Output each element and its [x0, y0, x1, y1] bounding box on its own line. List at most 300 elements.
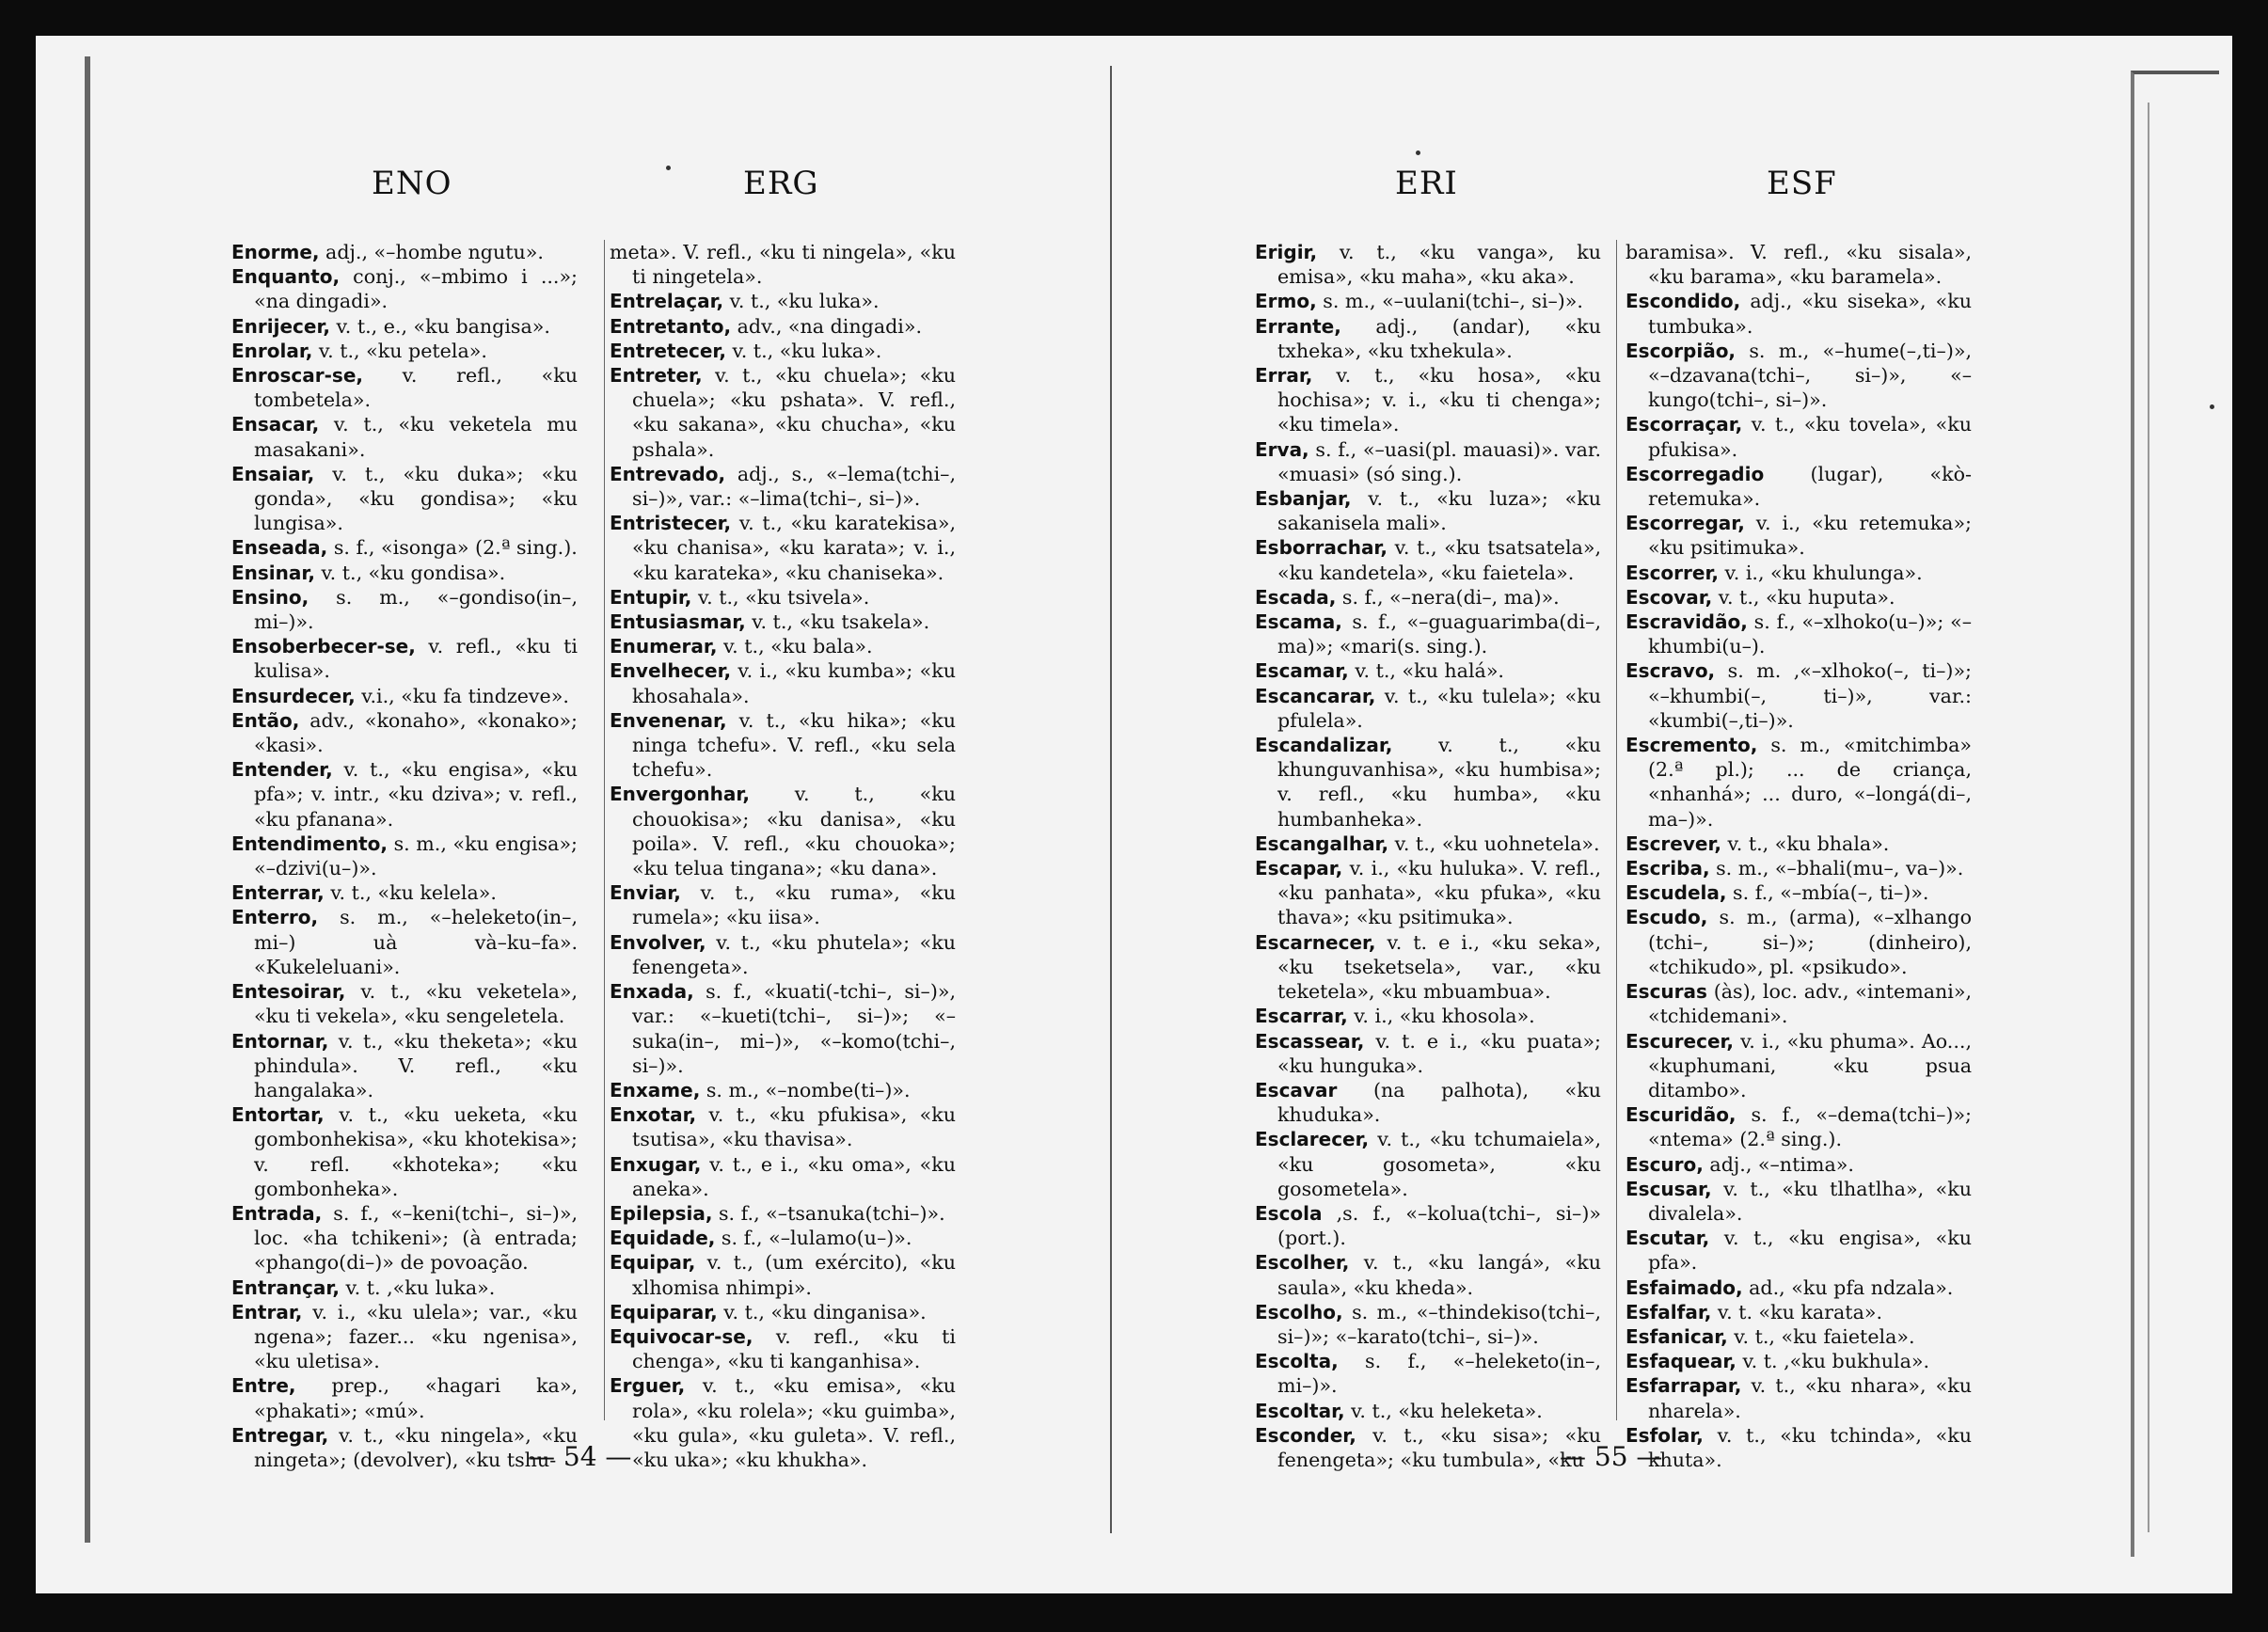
dictionary-entry [610, 462, 956, 511]
definition: v. refl., «ku tombetela». [254, 364, 578, 412]
headword: Equiparar, [610, 1300, 718, 1323]
right-page-edge [2131, 71, 2219, 1557]
definition: v. t., e., «ku bangisa». [329, 314, 550, 338]
scan-speck [2210, 404, 2214, 409]
dictionary-entry [1255, 856, 1601, 930]
dictionary-entry [1626, 1226, 1972, 1275]
definition: conj., «–mbimo i ...»; «na dingadi». [254, 265, 578, 313]
dictionary-entry [1626, 1152, 1972, 1177]
scan-speck [1416, 151, 1420, 155]
dictionary-entry [1626, 733, 1972, 832]
definition: v. t., «ku tsakela». [745, 610, 930, 634]
dictionary-entry [1626, 856, 1972, 880]
headword: Escurecer, [1626, 1029, 1735, 1053]
definition: v. t., «ku veketela», «ku ti vekela», «ku sengeletela. [254, 980, 578, 1028]
headword: Entristecer, [610, 512, 732, 535]
headword: Entender, [231, 758, 333, 782]
dictionary-entry [231, 1373, 578, 1422]
definition: v. i., «ku phuma». Ao..., «kuphumani, «ku psua ditambo». [1648, 1029, 1972, 1101]
headword: Entrançar, [231, 1275, 340, 1299]
definition: v. refl., «ku ti chenga», «ku ti kanganhisa». [632, 1324, 956, 1373]
dictionary-entry [610, 880, 956, 929]
dictionary-entry [1255, 610, 1601, 658]
headword: Escuras [1626, 980, 1707, 1004]
definition: s. f., «–keni(tchi–, si–)», loc. «ha tchikeni»; (à entrada; «phango(di–)» de povoação. [254, 1201, 578, 1275]
dictionary-entry [610, 1324, 956, 1373]
definition: s. f., «–tsanuka(tchi–)». [712, 1201, 945, 1225]
dictionary-entry [231, 462, 578, 536]
headword: Escorregadio [1626, 462, 1765, 485]
definition: s. f., «–lulamo(u–)». [715, 1227, 912, 1250]
headword: Escravo, [1626, 659, 1716, 683]
headword: Entrelaçar, [610, 290, 724, 313]
definition: v. t., «ku halá». [1348, 659, 1504, 683]
headword: Entupir, [610, 585, 692, 609]
dictionary-entry [1626, 979, 1972, 1028]
headword: Esfolar, [1626, 1423, 1704, 1447]
definition: s. f., «kuati(-tchi–, si–)», var.: «–kueti(tchi–, si–)»; «–suka(in–, mi–)», «–komo(tchi–, si–)». [632, 980, 956, 1077]
definition: v. t., «ku sisa»; «ku fenengeta»; «ku tumbula», «ku [1277, 1423, 1601, 1471]
definition: ,s. f., «–kolua(tchi–, si–)» (port.). [1277, 1201, 1601, 1250]
definition: ad., «ku pfa ndzala». [1742, 1275, 1954, 1299]
definition: v. t., «ku emisa», «ku rola», «ku rolela»; «ku guimba», «ku gula», «ku guleta». V. refl., «ku uka»; «ku khukha». [632, 1374, 956, 1471]
headword: Escolho, [1255, 1300, 1343, 1323]
definition: v. t., «ku nhara», «ku nharela». [1648, 1374, 1972, 1422]
left-page-header-left: ENO [372, 165, 452, 202]
column-divider [1616, 240, 1617, 1420]
dictionary-entry [610, 339, 956, 363]
left-page-header-right: ERG [743, 165, 819, 202]
headword: Esconder, [1255, 1423, 1356, 1447]
definition: v. t., «ku tsivela». [691, 585, 870, 609]
definition: v. t., «ku veketela mu masakani». [254, 413, 578, 461]
headword: Enumerar, [610, 635, 718, 658]
definition: s. f., «–xlhoko(u–)»; «–khumbi(u–). [1648, 610, 1972, 658]
dictionary-entry [610, 1102, 956, 1151]
dictionary-entry [1626, 339, 1972, 413]
page-55-column-1 [1255, 240, 1601, 1472]
dictionary-entry [1626, 561, 1972, 585]
dictionary-entry [610, 585, 956, 610]
definition: s. m., «–thindekiso(tchi–, si–)»; «–karato(tchi–, si–)». [1277, 1300, 1601, 1348]
definition: s. f., «isonga» (2.ª sing.). [327, 536, 578, 560]
headword: Erigir, [1255, 241, 1318, 263]
dictionary-entry [610, 511, 956, 585]
dictionary-entry [1626, 585, 1972, 610]
dictionary-entry [610, 1300, 956, 1324]
headword: Enxame, [610, 1078, 701, 1101]
headword: Envelhecer, [610, 659, 732, 683]
dictionary-entry [231, 708, 578, 757]
definition: s. m., «–nombe(ti–)». [700, 1078, 911, 1101]
headword: Escoltar, [1255, 1399, 1345, 1422]
dictionary-entry [231, 339, 578, 363]
definition: v. t., «ku chuela»; «ku chuela»; «ku pshata». V. refl., «ku sakana», «ku chucha», «ku pshala». [632, 364, 956, 461]
headword: Errar, [1255, 364, 1313, 388]
dictionary-entry [231, 757, 578, 832]
headword: Enquanto, [231, 265, 341, 289]
dictionary-entry [231, 880, 578, 905]
definition: s. m., «–uulani(tchi–, si–)». [1316, 290, 1583, 313]
definition: v.i., «ku fa tindzeve». [355, 684, 569, 707]
dictionary-entry [1626, 462, 1972, 511]
headword: Escama, [1255, 610, 1342, 634]
headword: Equivocar-se, [610, 1324, 753, 1348]
headword: Escravidão, [1626, 610, 1748, 634]
dictionary-entry [231, 905, 578, 979]
headword: Esfanicar, [1626, 1324, 1728, 1348]
headword: Entornar, [231, 1029, 329, 1053]
dictionary-entry [610, 1373, 956, 1472]
dictionary-entry [610, 289, 956, 313]
definition: v. t., «ku engisa», «ku pfa». [1648, 1227, 1972, 1275]
dictionary-entry [610, 1201, 956, 1226]
definition: v. t., «ku heleketa». [1344, 1399, 1543, 1422]
right-page-header-left: ERI [1395, 165, 1458, 202]
dictionary-entry [1255, 1399, 1601, 1423]
headword: Entrar, [231, 1300, 303, 1323]
definition: v. t., «ku uohnetela». [1388, 832, 1600, 855]
headword: Entendimento, [231, 832, 388, 855]
definition: meta». V. refl., «ku ti ningela», «ku ti ningetela». [610, 241, 956, 289]
headword: Ensino, [231, 585, 309, 609]
definition: v. t., «ku tlhatlha», «ku divalela». [1648, 1177, 1972, 1225]
headword: Esclarecer, [1255, 1128, 1370, 1151]
headword: Ensaiar, [231, 462, 315, 485]
definition: v. t., «ku luka». [725, 339, 882, 362]
definition: v. t., «ku petela». [312, 339, 487, 362]
headword: Enterro, [231, 906, 319, 929]
headword: Escorraçar, [1626, 413, 1743, 436]
headword: Escrever, [1626, 832, 1721, 855]
dictionary-entry [1255, 930, 1601, 1005]
headword: Escorrer, [1626, 561, 1719, 584]
definition: v. i., «ku khulunga». [1718, 561, 1923, 584]
headword: Erva, [1255, 437, 1309, 461]
right-page-header-right: ESF [1767, 165, 1837, 202]
headword: Ensacar, [231, 413, 320, 436]
headword: Esfalfar, [1626, 1300, 1712, 1323]
dictionary-entry [1255, 437, 1601, 486]
headword: Errante, [1255, 314, 1341, 338]
headword: Entortar, [231, 1103, 325, 1127]
definition: v. t., «ku vanga», ku emisa», «ku maha», «ku aka». [1277, 241, 1601, 289]
dictionary-entry [1626, 1029, 1972, 1103]
left-page-edge [85, 56, 90, 1543]
definition: v. i., «ku khosola». [1347, 1005, 1535, 1028]
dictionary-entry [610, 1152, 956, 1201]
definition: v. t., (um exército), «ku xlhomisa nhimpi». [632, 1251, 956, 1299]
headword: Escorregar, [1626, 512, 1745, 535]
definition: v. t. ,«ku luka». [339, 1275, 496, 1299]
dictionary-entry [610, 1226, 956, 1250]
dictionary-entry [231, 240, 578, 264]
definition: s. m., «–hume(–,ti–)», «–dzavana(tchi–, si–)», «–kungo(tchi–, si–)». [1648, 339, 1972, 412]
definition: v. t., «ku ueketa, «ku gombonhekisa», «ku khotekisa»; v. refl. «khoteka»; «ku gombonheka». [254, 1103, 578, 1200]
headword: Esfarrapar, [1626, 1374, 1742, 1398]
dictionary-entry [1255, 363, 1601, 437]
dictionary-entry [1255, 684, 1601, 733]
definition: v. t., «ku duka»; «ku gonda», «ku gondisa»; «ku lungisa». [254, 462, 578, 535]
page-number-54: — 54 — [529, 1441, 632, 1472]
dictionary-entry [610, 658, 956, 707]
definition: (às), loc. adv., «intemani», «tchidemani». [1648, 980, 1972, 1028]
headword: Entreter, [610, 364, 703, 388]
dictionary-entry [1255, 1004, 1601, 1028]
headword: Escuridão, [1626, 1103, 1737, 1127]
headword: Envergonhar, [610, 783, 750, 806]
definition: v. t., «ku luza»; «ku sakanisela mali». [1277, 487, 1601, 535]
dictionary-entry [1626, 658, 1972, 733]
dictionary-entry [1626, 1275, 1972, 1300]
dictionary-entry [231, 412, 578, 461]
headword: Escusar, [1626, 1177, 1712, 1200]
dictionary-entry [1255, 585, 1601, 610]
headword: Escangalhar, [1255, 832, 1389, 855]
headword: Escarrar, [1255, 1005, 1348, 1028]
headword: Escorpião, [1626, 339, 1737, 362]
dictionary-entry [231, 1201, 578, 1275]
headword: Escavar [1255, 1078, 1338, 1101]
definition: v. t., «ku hosa», «ku hochisa»; v. i., «ku ti chenga»; «ku timela». [1277, 364, 1601, 436]
headword: Envenenar, [610, 708, 727, 732]
dictionary-entry [231, 1275, 578, 1300]
headword: Ensoberbecer-se, [231, 635, 416, 658]
dictionary-entry [231, 979, 578, 1028]
headword: Epilepsia, [610, 1201, 713, 1225]
definition: v. t., «ku phutela»; «ku fenengeta». [632, 930, 956, 978]
definition: (na palhota), «ku khuduka». [1277, 1078, 1601, 1127]
headword: Entesoirar, [231, 980, 346, 1004]
headword: Equidade, [610, 1227, 716, 1250]
headword: Entretanto, [610, 314, 732, 338]
dictionary-entry [231, 634, 578, 683]
headword: Entre, [231, 1374, 296, 1398]
dictionary-entry [231, 363, 578, 412]
page-55-column-2 [1626, 240, 1972, 1472]
dictionary-entry [610, 782, 956, 880]
dictionary-entry [231, 561, 578, 585]
headword: Escada, [1255, 585, 1337, 609]
definition: adv., «na dingadi». [731, 314, 923, 338]
dictionary-entry [1626, 610, 1972, 658]
definition: s. m., «–gondiso(in–, mi–)». [254, 585, 578, 634]
headword: Esbanjar, [1255, 487, 1352, 511]
dictionary-entry [1255, 1423, 1601, 1472]
definition: s. m., «–heleketo(in–, mi–) uà và–ku–fa». «Kukeleluani». [254, 906, 578, 978]
headword: Entregar, [231, 1423, 329, 1447]
definition: v. t., «ku kelela». [324, 881, 497, 905]
dictionary-entry [1255, 535, 1601, 584]
definition: adj., (andar), «ku txheka», «ku txhekula». [1277, 314, 1601, 362]
dictionary-entry [1255, 1078, 1601, 1127]
dictionary-entry [610, 1250, 956, 1299]
dictionary-entry [231, 1102, 578, 1201]
headword: Enxotar, [610, 1103, 697, 1127]
dictionary-entry [231, 535, 578, 560]
dictionary-entry [1626, 1373, 1972, 1422]
headword: Envolver, [610, 930, 706, 954]
dictionary-entry [610, 634, 956, 658]
dictionary-entry [1626, 289, 1972, 338]
definition: s. m., «mitchimba» (2.ª pl.); ... de criança, «nhanhá»; ... duro, «–longá(di–, ma–)». [1648, 734, 1972, 831]
definition: v. t., «ku tsatsatela», «ku kandetela», «ku faietela». [1277, 536, 1601, 584]
definition: v. t., e i., «ku oma», «ku aneka». [632, 1152, 956, 1200]
headword: Erguer, [610, 1374, 686, 1398]
dictionary-entry [1255, 1201, 1601, 1250]
headword: Escudo, [1626, 906, 1708, 929]
page-54-column-2 [610, 240, 956, 1472]
headword: Escovar, [1626, 585, 1713, 609]
headword: Entrada, [231, 1201, 323, 1225]
dictionary-entry [1255, 1349, 1601, 1398]
headword: Entretecer, [610, 339, 726, 362]
headword: Equipar, [610, 1251, 696, 1275]
definition: v. t., «ku tovela», «ku pfukisa». [1648, 413, 1972, 461]
definition: v. t., «ku karatekisa», «ku chanisa», «ku karata»; v. i., «ku karateka», «ku chaniseka». [632, 512, 956, 584]
headword: Escancarar, [1255, 684, 1376, 707]
headword: Enseada, [231, 536, 328, 560]
page-number-55: — 55 — [1560, 1441, 1663, 1472]
headword: Escassear, [1255, 1029, 1365, 1053]
dictionary-entry [610, 363, 956, 462]
definition: v. t., «ku bhala». [1721, 832, 1890, 855]
definition: v. refl., «ku ti kulisa». [254, 635, 578, 683]
dictionary-entry [1255, 1300, 1601, 1349]
headword: Enterrar, [231, 881, 325, 905]
definition: v. t., «ku ruma», «ku rumela»; «ku iisa». [632, 881, 956, 929]
headword: Escamar, [1255, 659, 1349, 683]
definition: v. t., «ku tulela»; «ku pfulela». [1277, 684, 1601, 732]
column-divider [604, 240, 605, 1420]
definition: s. f., «–mbía(–, ti–)». [1726, 881, 1929, 905]
dictionary-entry [231, 1300, 578, 1374]
headword: Ensurdecer, [231, 684, 356, 707]
dictionary-entry [1626, 880, 1972, 905]
headword: Enxugar, [610, 1152, 702, 1176]
dictionary-entry [1255, 733, 1601, 832]
dictionary-entry [1626, 240, 1972, 289]
headword: Entrevado, [610, 462, 726, 485]
definition: adj., «–hombe ngutu». [319, 241, 544, 263]
definition: v. t., «ku langá», «ku saula», «ku kheda». [1277, 1251, 1601, 1299]
definition: baramisa». V. refl., «ku sisala», «ku barama», «ku baramela». [1626, 241, 1972, 289]
definition: v. t., «ku theketa»; «ku phindula». V. refl., «ku hangalaka». [254, 1029, 578, 1101]
headword: Escandalizar, [1255, 734, 1393, 757]
dictionary-entry [231, 1423, 578, 1472]
dictionary-entry [1255, 658, 1601, 683]
definition: s. f., «–dema(tchi–)»; «ntema» (2.ª sing.). [1648, 1103, 1972, 1151]
headword: Escutar, [1626, 1227, 1710, 1250]
definition: v. t. e i., «ku seka», «ku tseketsela», var., «ku teketela», «ku mbuambua». [1277, 930, 1601, 1004]
dictionary-entry [1255, 486, 1601, 535]
headword: Esfaimado, [1626, 1275, 1743, 1299]
headword: Escarnecer, [1255, 930, 1376, 954]
definition: v. t., «ku chouokisa»; «ku danisa», «ku poila». V. refl., «ku chouoka»; «ku telua tingana»; «ku dana». [632, 783, 956, 880]
dictionary-entry [1626, 1102, 1972, 1151]
definition: v. t., «ku dinganisa». [717, 1300, 927, 1323]
definition: (lugar), «kò-retemuka». [1648, 462, 1972, 511]
headword: Escola [1255, 1201, 1323, 1225]
headword: Entusiasmar, [610, 610, 746, 634]
definition: adj., «–ntima». [1703, 1152, 1854, 1176]
definition: v. t., «ku pfukisa», «ku tsutisa», «ku thavisa». [632, 1103, 956, 1151]
headword: Enrolar, [231, 339, 313, 362]
definition: adj., s., «–lema(tchi–, si–)», var.: «–lima(tchi–, si–)». [632, 462, 956, 511]
definition: v. t., «ku gondisa». [314, 561, 506, 584]
dictionary-entry [231, 585, 578, 634]
dictionary-entry [1255, 289, 1601, 313]
dictionary-entry [1626, 905, 1972, 979]
dictionary-entry [610, 979, 956, 1078]
definition: s. f., «–heleketo(in–, mi–)». [1277, 1350, 1601, 1398]
definition: v. t., «ku hika»; «ku ninga tchefu». V. refl., «ku sela tchefu». [632, 708, 956, 782]
dictionary-entry [610, 240, 956, 289]
dictionary-entry [610, 610, 956, 634]
dictionary-entry [1626, 1349, 1972, 1373]
definition: v. t., «ku bala». [717, 635, 873, 658]
headword: Enviar, [610, 881, 681, 905]
definition: s. m. ,«–xlhoko(–, ti–)»; «–khumbi(–, ti–)», var.: «kumbi(–,ti–)». [1648, 659, 1972, 732]
dictionary-entry [1626, 832, 1972, 856]
definition: v. t., «ku tchinda», «ku khuta». [1648, 1423, 1972, 1471]
definition: v. i., «ku huluka». V. refl., «ku panhata», «ku pfuka», «ku thava»; «ku psitimuka». [1277, 857, 1601, 929]
dictionary-entry [1626, 1324, 1972, 1349]
headword: Escremento, [1626, 734, 1758, 757]
dictionary-entry [610, 708, 956, 783]
definition: s. m., (arma), «–xlhango (tchi–, si–)»; (dinheiro), «tchikudo», pl. «psikudo». [1648, 906, 1972, 978]
dictionary-entry [1255, 240, 1601, 289]
dictionary-entry [1626, 412, 1972, 461]
headword: Escolta, [1255, 1350, 1339, 1373]
definition: v. t., «ku huputa». [1712, 585, 1895, 609]
definition: v. t., «ku ningela», «ku ningeta»; (devolver), «ku tshu- [254, 1423, 578, 1471]
dictionary-entry [231, 684, 578, 708]
dictionary-entry [1255, 1250, 1601, 1299]
definition: s. m., «ku engisa»; «–dzivi(u–)». [254, 832, 578, 880]
headword: Então, [231, 708, 300, 732]
scan-speck [666, 166, 671, 170]
dictionary-entry [1255, 1029, 1601, 1078]
definition: s. f., «–guaguarimba(di–, ma)»; «mari(s. sing.). [1277, 610, 1601, 658]
definition: prep., «hagari ka», «phakati»; «mú». [254, 1374, 578, 1422]
definition: v. i., «ku ulela»; var., «ku ngena»; fazer... «ku ngenisa», «ku uletisa». [254, 1300, 578, 1373]
definition: v. t., «ku engisa», «ku pfa»; v. intr., «ku dziva»; v. refl., «ku pfanana». [254, 758, 578, 831]
dictionary-entry [1626, 1300, 1972, 1324]
definition: v. t., «ku tchumaiela», «ku gosometa», «ku gosometela». [1277, 1128, 1601, 1200]
dictionary-entry [1626, 1177, 1972, 1226]
definition: v. i., «ku kumba»; «ku khosahala». [632, 659, 956, 707]
definition: v. i., «ku retemuka»; «ku psitimuka». [1648, 512, 1972, 560]
dictionary-entry [610, 930, 956, 979]
definition: v. t. «ku karata». [1711, 1300, 1883, 1323]
dictionary-entry [1626, 511, 1972, 560]
dictionary-entry [1626, 1423, 1972, 1472]
definition: adv., «konaho», «konako»; «kasi». [254, 708, 578, 757]
dictionary-entry [231, 264, 578, 313]
page-54-column-1 [231, 240, 578, 1472]
headword: Escuro, [1626, 1152, 1704, 1176]
headword: Ermo, [1255, 290, 1317, 313]
definition: v. t. ,«ku bukhula». [1736, 1350, 1929, 1373]
definition: v. t., «ku khunguvanhisa», «ku humbisa»; v. refl., «ku humba», «ku humbanheka». [1277, 734, 1601, 831]
headword: Ensinar, [231, 561, 315, 584]
dictionary-entry [1255, 1127, 1601, 1201]
dictionary-entry [1255, 832, 1601, 856]
definition: v. t., «ku faietela». [1727, 1324, 1915, 1348]
headword: Escapar, [1255, 857, 1343, 880]
dictionary-entry [1255, 314, 1601, 363]
